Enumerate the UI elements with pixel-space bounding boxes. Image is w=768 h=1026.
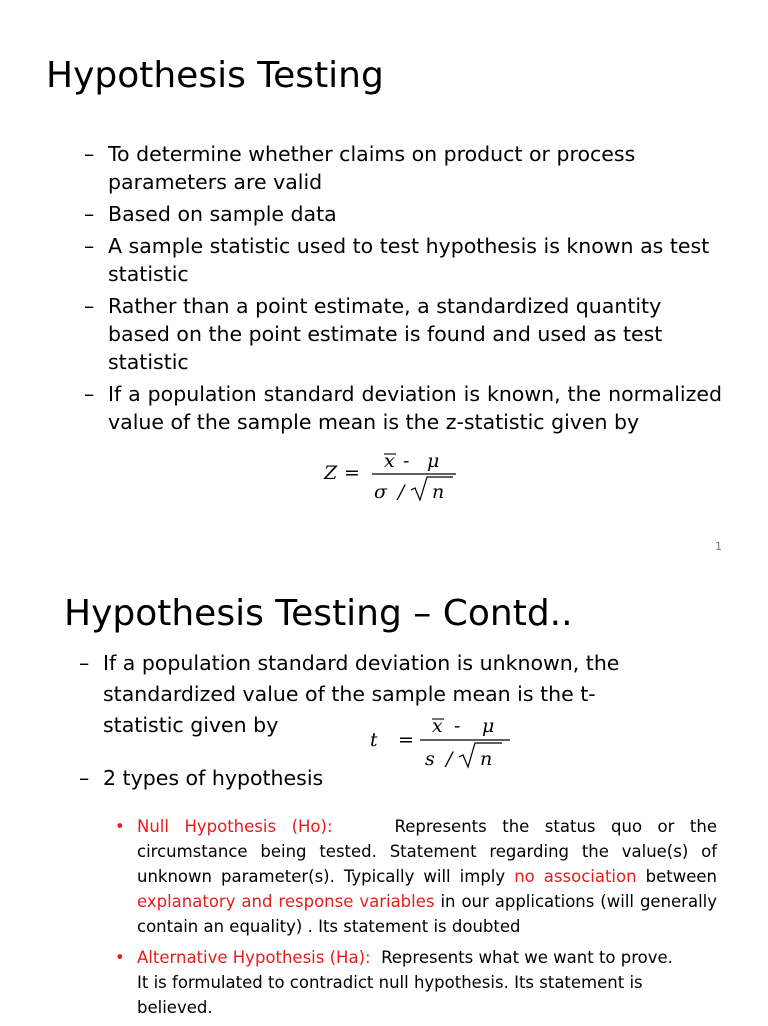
- null-hypothesis-item: • Null Hypothesis (Ho): Represents the status quo or the circumstance being tested. Statement regarding the value(s) of unknown parameter(s). Typically will imply no association between explanatory and response variables in our applications (will generally contain an equality) . Its statement is doubted: [115, 817, 718, 936]
- slide-1-title: Hypothesis Testing: [46, 55, 384, 96]
- formula-equals: =: [398, 729, 414, 751]
- null-hypothesis-label: Null Hypothesis (Ho):: [137, 817, 333, 836]
- page-number: 1: [715, 540, 722, 553]
- formula-den-s: s: [425, 748, 435, 770]
- formula-num-mu: μ: [482, 715, 495, 737]
- slide-2-title: Hypothesis Testing – Contd..: [64, 593, 573, 634]
- bullet-item: – 2 types of hypothesis: [79, 766, 324, 790]
- formula-num-minus: -: [403, 450, 410, 472]
- bullet-item: – If a population standard deviation is known, the normalized value of the sample mean is the z-statistic given by: [84, 382, 722, 434]
- formula-den-n: n: [432, 481, 445, 503]
- formula-lhs: t: [370, 729, 378, 751]
- bullet-item: – If a population standard deviation is unknown, the standardized value of the sample mean is the t-statistic given by: [79, 651, 620, 737]
- formula-den-slash: /: [446, 748, 453, 770]
- alternative-hypothesis-label: Alternative Hypothesis (Ha):: [137, 948, 371, 967]
- bullet-item: – Based on sample data: [84, 202, 337, 226]
- bullet-item: – To determine whether claims on product or process parameters are valid: [84, 142, 636, 194]
- bullet-item: – A sample statistic used to test hypothesis is known as test statistic: [84, 234, 710, 286]
- formula-num-x: x: [384, 450, 395, 472]
- slide-2: [0, 570, 768, 1024]
- bullet-item: – Rather than a point estimate, a standardized quantity based on the point estimate is found and used as test statistic: [84, 294, 663, 374]
- hypothesis-types-list: [115, 814, 718, 1026]
- z-statistic-formula: [318, 446, 468, 506]
- formula-lhs: Z: [324, 462, 338, 484]
- formula-den-slash: /: [398, 481, 405, 503]
- formula-num-minus: -: [454, 715, 461, 737]
- formula-equals: =: [344, 462, 360, 484]
- formula-den-sigma: σ: [374, 481, 387, 503]
- t-statistic-formula: [362, 710, 522, 774]
- formula-num-x: x: [432, 715, 443, 737]
- formula-den-n: n: [480, 748, 493, 770]
- alternative-hypothesis-item: • Alternative Hypothesis (Ha): Represents what we want to prove. It is formulated to contradict null hypothesis. Its statement is believed.: [115, 948, 673, 1017]
- slide-1-bullet-list: [84, 140, 722, 440]
- formula-num-mu: μ: [427, 450, 440, 472]
